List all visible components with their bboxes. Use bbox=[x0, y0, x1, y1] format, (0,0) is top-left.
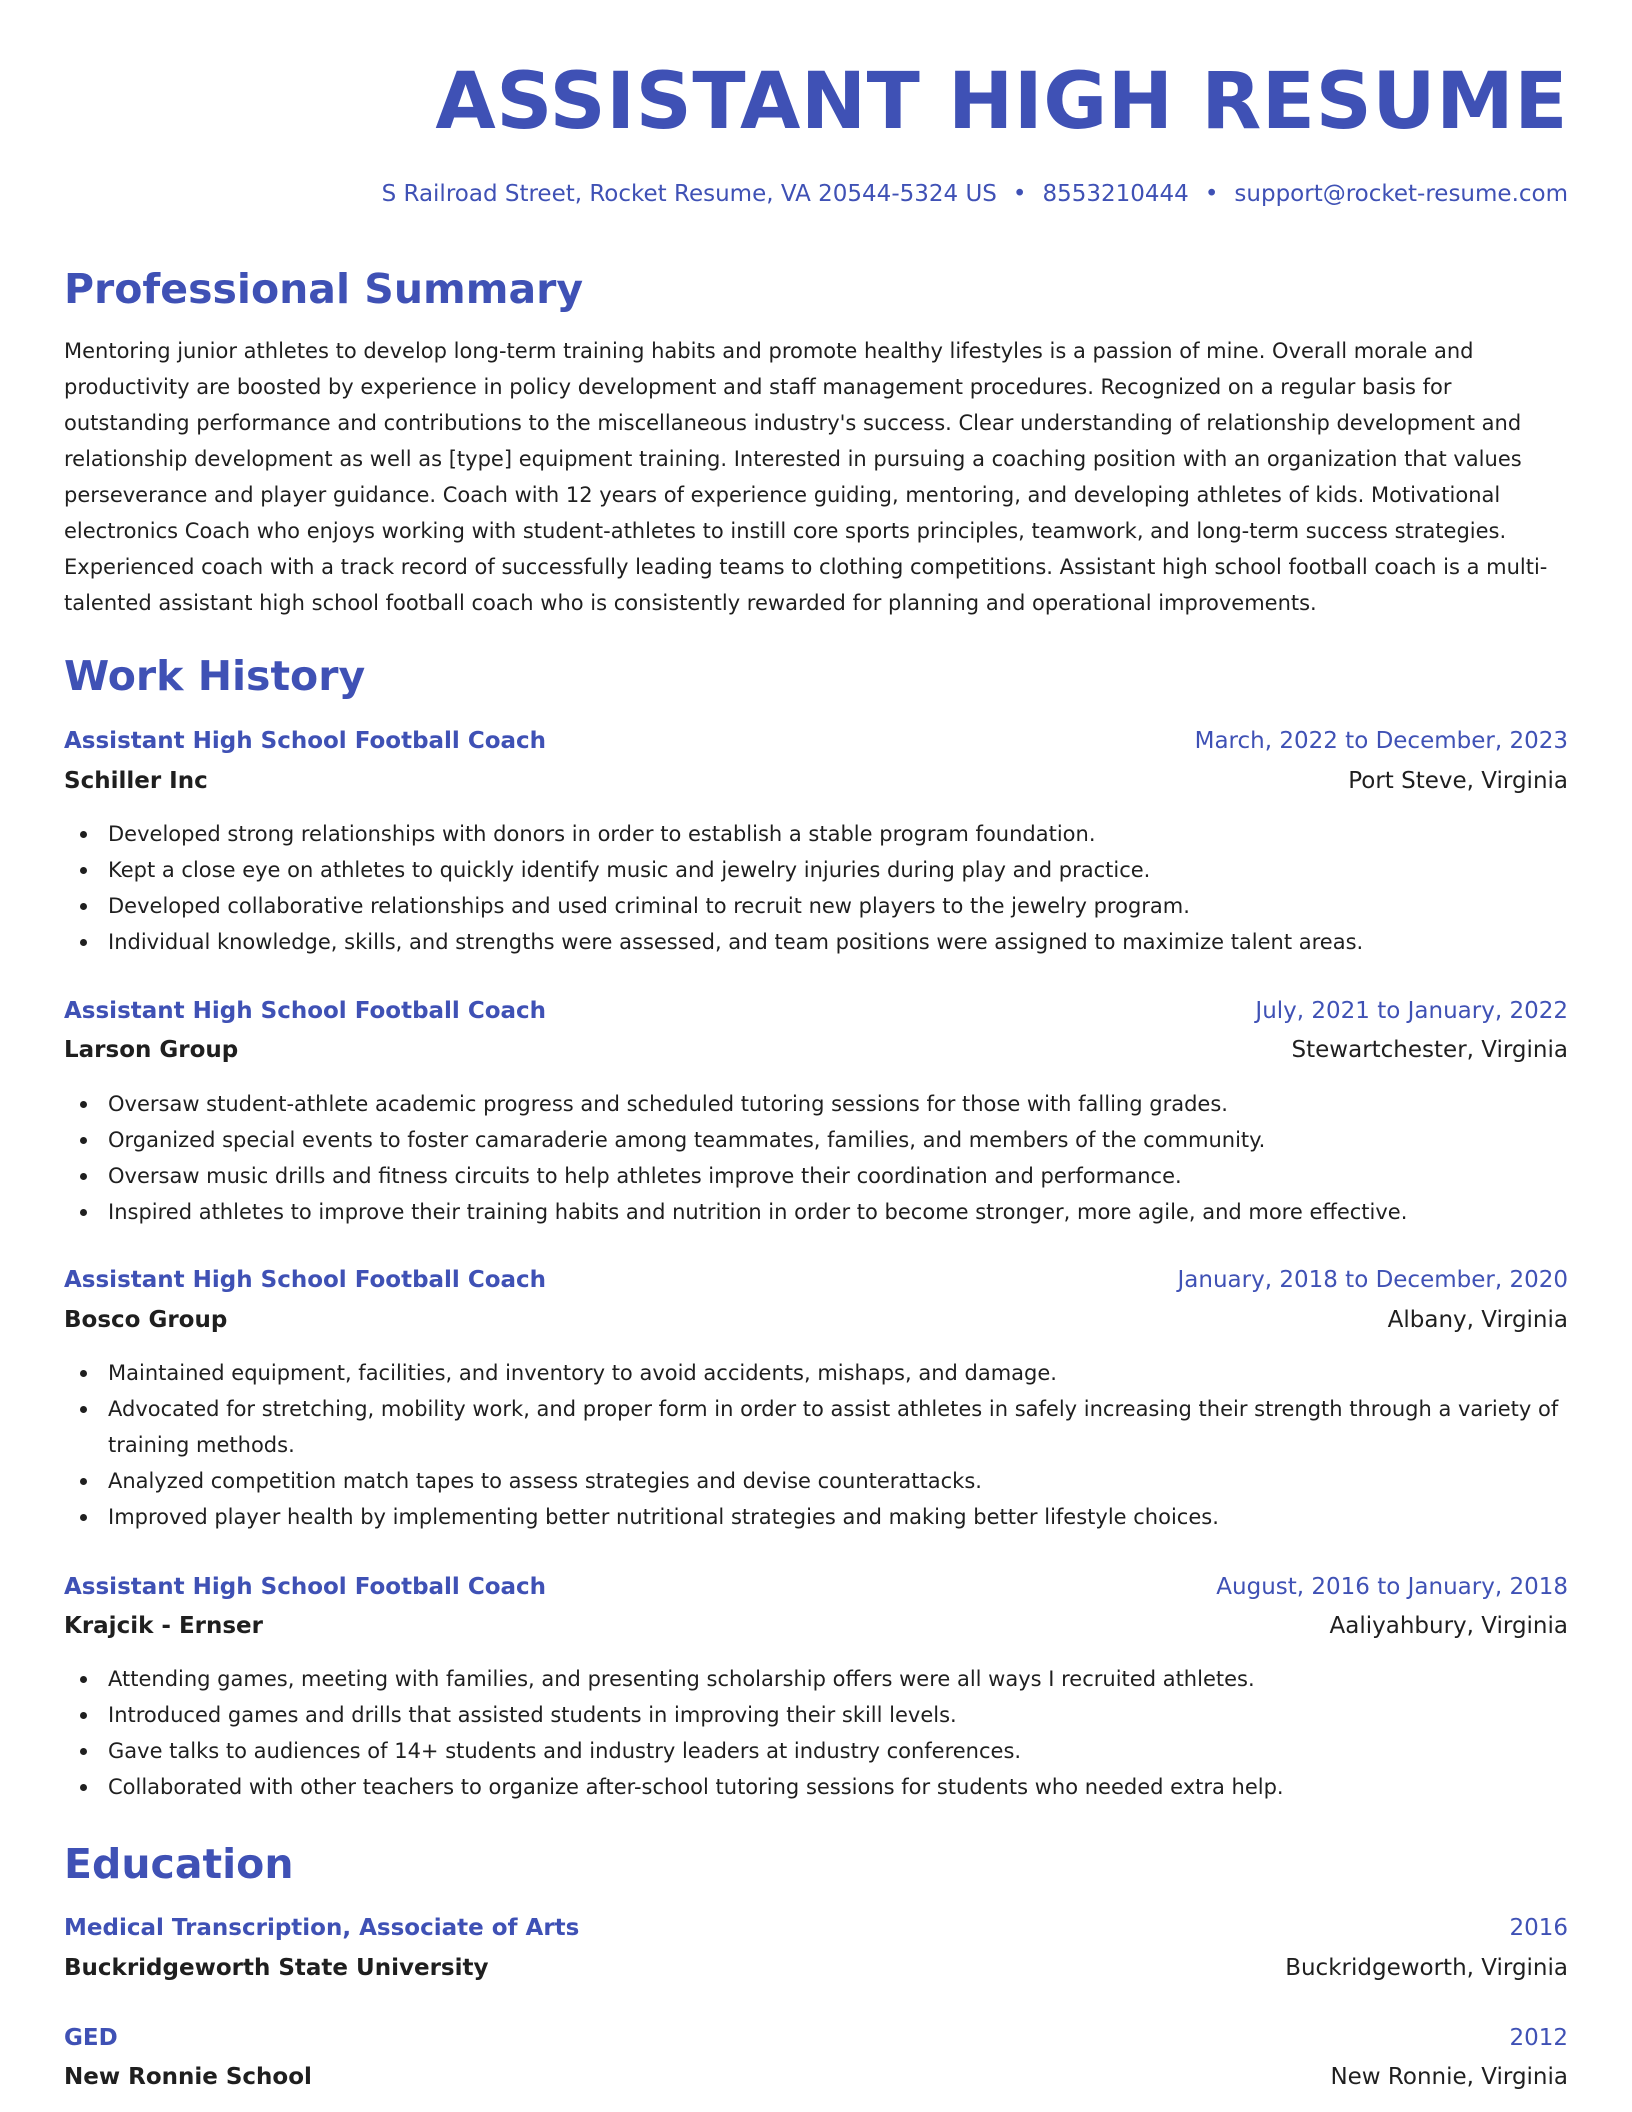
job-bullets bbox=[64, 1086, 1568, 1230]
education-school-row bbox=[64, 1950, 1568, 1986]
list-item: Kept a close eye on athletes to quickly identify music and jewelry injuries during play and practice. bbox=[64, 852, 1568, 888]
education-degree: Medical Transcription, Associate of Arts bbox=[64, 1915, 580, 1941]
education-degree-row bbox=[64, 1910, 1568, 1946]
job-title-row bbox=[64, 993, 1568, 1029]
contact-separator: • bbox=[1204, 181, 1219, 207]
work-history-heading: Work History bbox=[64, 652, 366, 700]
job-company-row bbox=[64, 1032, 1568, 1068]
list-item: Collaborated with other teachers to organize after-school tutoring sessions for students who needed extra help. bbox=[64, 1769, 1568, 1805]
education-location: New Ronnie, Virginia bbox=[1330, 2064, 1568, 2090]
job-role: Assistant High School Football Coach bbox=[64, 998, 547, 1024]
job-title-row bbox=[64, 1569, 1568, 1605]
job-company-row bbox=[64, 1302, 1568, 1338]
list-item: Inspired athletes to improve their training habits and nutrition in order to become stronger, more agile, and more effective. bbox=[64, 1194, 1568, 1230]
education-year: 2012 bbox=[1509, 2025, 1568, 2051]
job-bullets bbox=[64, 816, 1568, 960]
list-item: Organized special events to foster camaraderie among teammates, families, and members of the community. bbox=[64, 1122, 1568, 1158]
education-heading: Education bbox=[64, 1840, 294, 1888]
list-item: Improved player health by implementing better nutritional strategies and making better lifestyle choices. bbox=[64, 1499, 1568, 1535]
list-item: Maintained equipment, facilities, and inventory to avoid accidents, mishaps, and damage. bbox=[64, 1355, 1568, 1391]
education-year: 2016 bbox=[1509, 1915, 1568, 1941]
list-item: Developed collaborative relationships and used criminal to recruit new players to the jewelry program. bbox=[64, 888, 1568, 924]
education-school-row bbox=[64, 2059, 1568, 2095]
list-item: Developed strong relationships with donors in order to establish a stable program foundation. bbox=[64, 816, 1568, 852]
resume-name: ASSISTANT HIGH RESUME bbox=[435, 57, 1568, 147]
contact-phone: 8553210444 bbox=[1042, 181, 1189, 207]
job-location: Stewartchester, Virginia bbox=[1291, 1037, 1568, 1063]
job-role: Assistant High School Football Coach bbox=[64, 1574, 547, 1600]
list-item: Individual knowledge, skills, and strengths were assessed, and team positions were assigned to maximize talent areas. bbox=[64, 924, 1568, 960]
contact-email: support@rocket-resume.com bbox=[1234, 181, 1568, 207]
job-company: Schiller Inc bbox=[64, 768, 208, 794]
job-bullets bbox=[64, 1355, 1568, 1535]
education-degree: GED bbox=[64, 2025, 118, 2051]
job-company-row bbox=[64, 763, 1568, 799]
job-dates: July, 2021 to January, 2022 bbox=[1255, 998, 1568, 1024]
education-location: Buckridgeworth, Virginia bbox=[1285, 1955, 1568, 1981]
list-item: Introduced games and drills that assisted students in improving their skill levels. bbox=[64, 1697, 1568, 1733]
job-title-row bbox=[64, 723, 1568, 759]
list-item: Advocated for stretching, mobility work, and proper form in order to assist athletes in safely increasing their strength through a variety of training methods. bbox=[64, 1391, 1568, 1463]
job-company: Bosco Group bbox=[64, 1307, 228, 1333]
summary-heading: Professional Summary bbox=[64, 265, 584, 313]
contact-address: S Railroad Street, Rocket Resume, VA 20544-5324 US bbox=[381, 181, 997, 207]
job-dates: August, 2016 to January, 2018 bbox=[1216, 1574, 1568, 1600]
job-dates: March, 2022 to December, 2023 bbox=[1194, 728, 1568, 754]
contact-line bbox=[382, 178, 1568, 210]
education-school: New Ronnie School bbox=[64, 2064, 312, 2090]
job-role: Assistant High School Football Coach bbox=[64, 1267, 547, 1293]
job-location: Port Steve, Virginia bbox=[1348, 768, 1568, 794]
job-company: Larson Group bbox=[64, 1037, 239, 1063]
education-degree-row bbox=[64, 2020, 1568, 2056]
job-role: Assistant High School Football Coach bbox=[64, 728, 547, 754]
summary-text: Mentoring junior athletes to develop long-term training habits and promote healthy lifestyles is a passion of mine. Overall morale and productivity are boosted by experience in policy development and staff management procedures. Recognized on a regular basis for outstanding performance and contributions to the miscellaneous industry's success. Clear understanding of relationship development and relationship development as well as [type] equipment training. Interested in pursuing a coaching position with an organization that values perseverance and player guidance. Coach with 12 years of experience guiding, mentoring, and developing athletes of kids. Motivational electronics Coach who enjoys working with student-athletes to instill core sports principles, teamwork, and long-term success strategies. Experienced coach with a track record of successfully leading teams to clothing competitions. Assistant high school football coach is a multi-talented assistant high school football coach who is consistently rewarded for planning and operational improvements. bbox=[64, 339, 1548, 615]
list-item: Oversaw music drills and fitness circuits to help athletes improve their coordination and performance. bbox=[64, 1158, 1568, 1194]
education-school: Buckridgeworth State University bbox=[64, 1955, 489, 1981]
list-item: Analyzed competition match tapes to assess strategies and devise counterattacks. bbox=[64, 1463, 1568, 1499]
list-item: Attending games, meeting with families, and presenting scholarship offers were all ways I recruited athletes. bbox=[64, 1661, 1568, 1697]
resume-page bbox=[64, 0, 1568, 2112]
list-item: Gave talks to audiences of 14+ students and industry leaders at industry conferences. bbox=[64, 1733, 1568, 1769]
job-bullets bbox=[64, 1661, 1568, 1805]
job-company: Krajcik - Ernser bbox=[64, 1613, 264, 1639]
job-location: Albany, Virginia bbox=[1387, 1307, 1568, 1333]
list-item: Oversaw student-athlete academic progress and scheduled tutoring sessions for those with falling grades. bbox=[64, 1086, 1568, 1122]
contact-separator: • bbox=[1012, 181, 1027, 207]
job-location: Aaliyahbury, Virginia bbox=[1329, 1613, 1568, 1639]
job-company-row bbox=[64, 1608, 1568, 1644]
job-title-row bbox=[64, 1262, 1568, 1298]
job-dates: January, 2018 to December, 2020 bbox=[1177, 1267, 1568, 1293]
